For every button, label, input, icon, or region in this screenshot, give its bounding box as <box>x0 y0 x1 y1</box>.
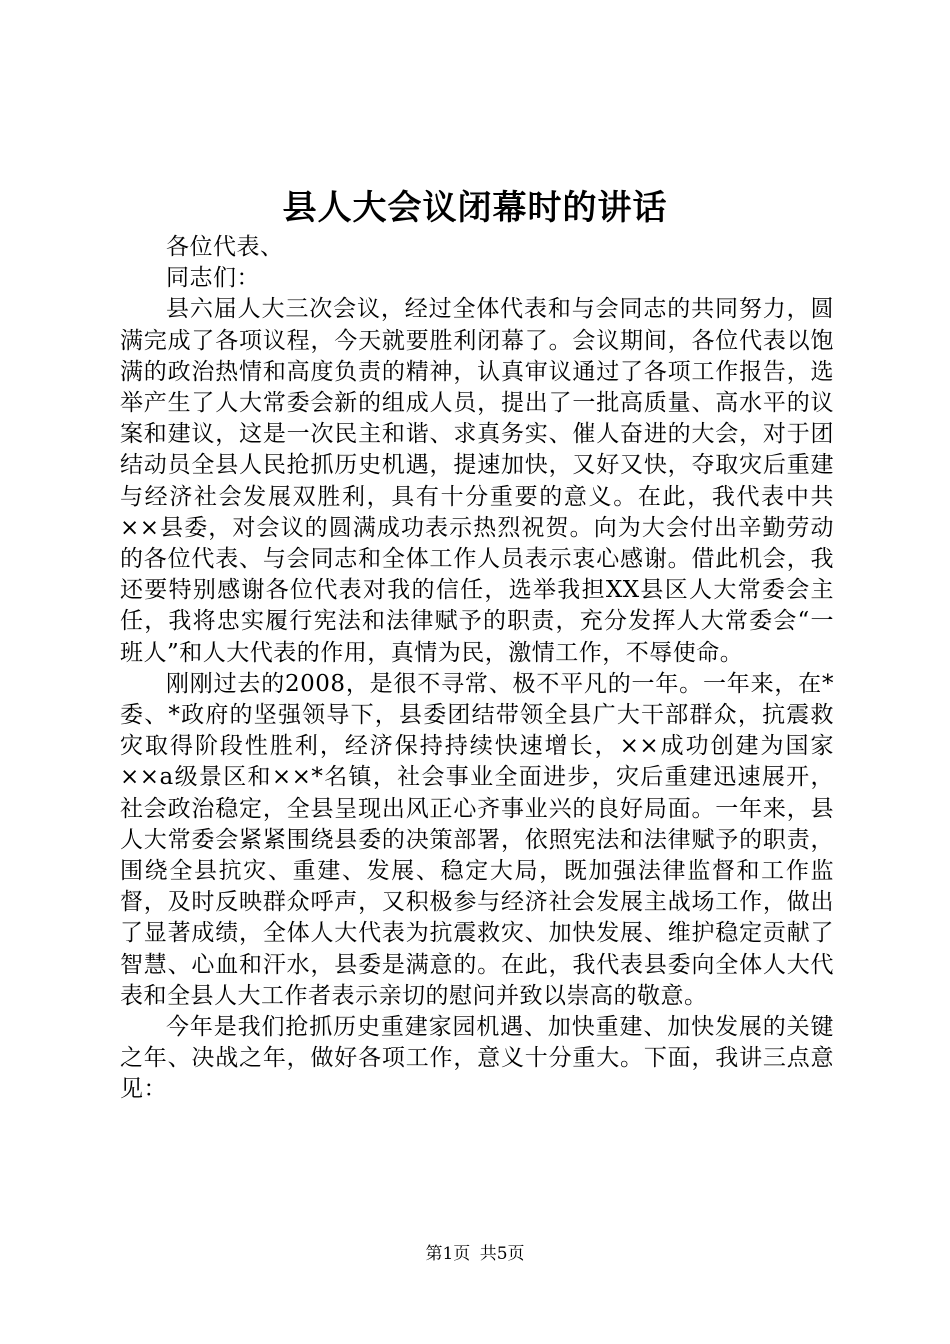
body-paragraph: 县六届人大三次会议，经过全体代表和与会同志的共同努力，圆满完成了各项议程，今天就要胜利闭幕了。会议期间，各位代表以饱满的政治热情和高度负责的精神，认真审议通过了各项工作报告，选举产生了人大常委会新的组成人员，提出了一批高质量、高水平的议案和建议，这是一次民主和谐、求真务实、催人奋进的大会，对于团结动员全县人民抢抓历史机遇，提速加快，又好又快，夺取灾后重建与经济社会发展双胜利，具有十分重要的意义。在此，我代表中共××县委，对会议的圆满成功表示热烈祝贺。向为大会付出辛勤劳动的各位代表、与会同志和全体工作人员表示衷心感谢。借此机会，我还要特别感谢各位代表对我的信任，选举我担XX县区人大常委会主任，我将忠实履行宪法和法律赋予的职责，充分发挥人大常委会“一班人”和人大代表的作用，真情为民，激情工作，不辱使命。 <box>120 296 834 666</box>
document-title: 县人大会议闭幕时的讲话 <box>282 188 668 228</box>
body-paragraph: 今年是我们抢抓历史重建家园机遇、加快重建、加快发展的关键之年、决战之年，做好各项工作，意义十分重大。下面，我讲三点意见： <box>120 1014 834 1103</box>
body-paragraph: 刚刚过去的2008，是很不寻常、极不平凡的一年。一年来，在*委、*政府的坚强领导下，县委团结带领全县广大干部群众，抗震救灾取得阶段性胜利，经济保持持续快速增长，××成功创建为国家××a级景区和××*名镇，社会事业全面进步，灾后重建迅速展开，社会政治稳定，全县呈现出风正心齐事业兴的良好局面。一年来，县人大常委会紧紧围绕县委的决策部署，依照宪法和法律赋予的职责，围绕全县抗灾、重建、发展、稳定大局，既加强法律监督和工作监督，及时反映群众呼声，又积极参与经济社会发展主战场工作，做出了显著成绩，全体人大代表为抗震救灾、加快发展、维护稳定贡献了智慧、心血和汗水，县委是满意的。在此，我代表县委向全体人大代表和全县人大工作者表示亲切的慰问并致以崇高的敬意。 <box>120 670 834 1009</box>
salutation-line-1: 各位代表、 <box>166 234 284 260</box>
document-body <box>120 232 834 1106</box>
page-number-footer: 第1页 共5页 <box>425 1244 525 1264</box>
salutation-line-2: 同志们： <box>166 265 260 292</box>
